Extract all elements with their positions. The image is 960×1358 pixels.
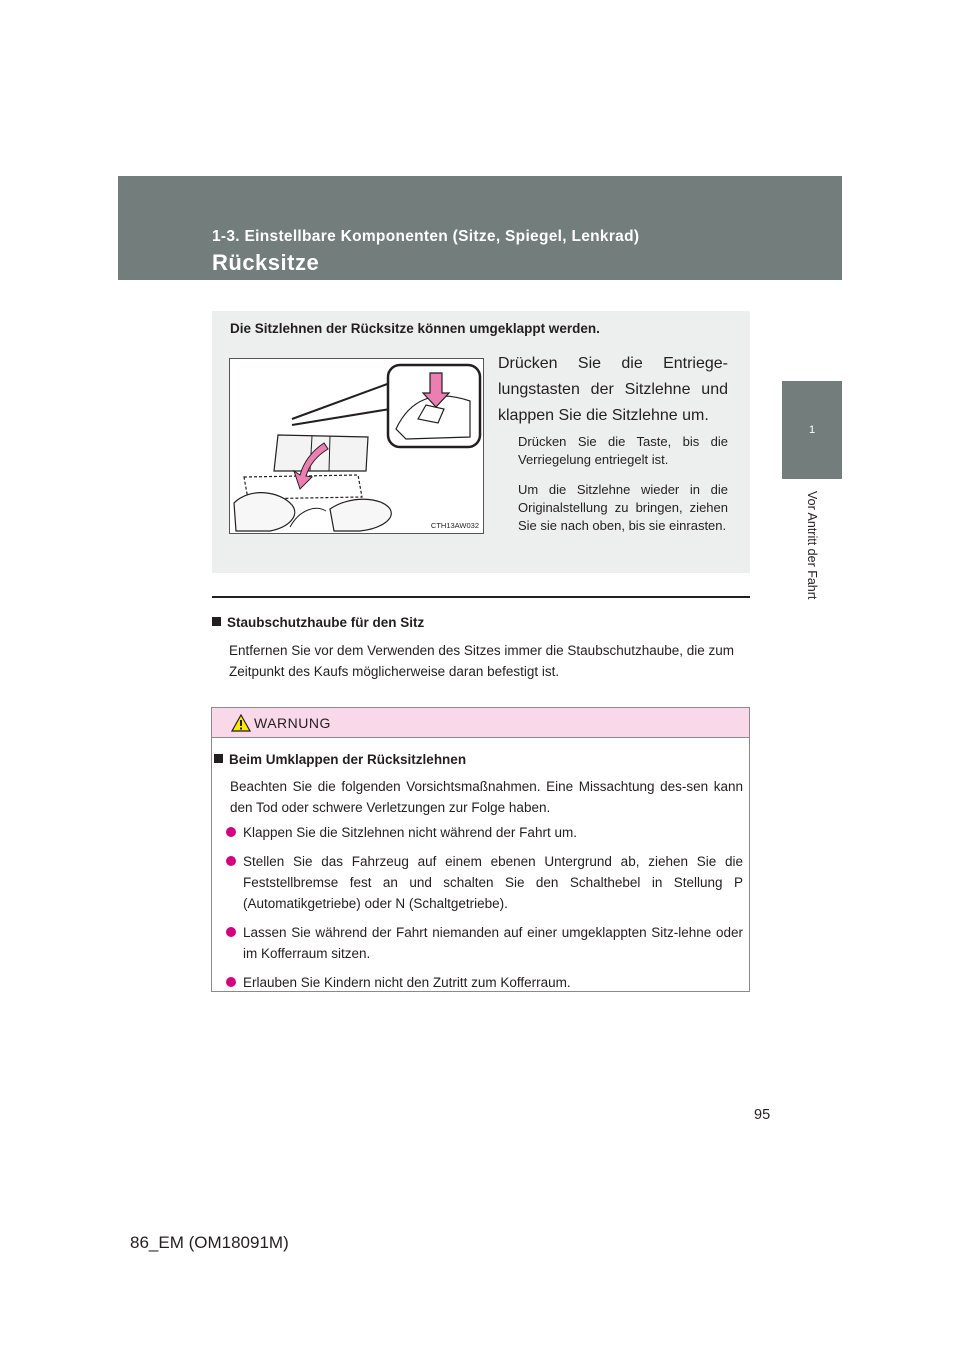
intro-title: Die Sitzlehnen der Rücksitze können umgeklappt werden. [230, 321, 600, 336]
chapter-number: 1 [808, 424, 816, 436]
square-bullet-icon [212, 617, 221, 626]
warning-title [214, 752, 466, 767]
note-title-text: Staubschutzhaube für den Sitz [227, 615, 425, 630]
rear-seat-illustration [230, 359, 483, 533]
document-code: 86_EM (OM18091M) [130, 1233, 289, 1252]
square-bullet-icon [214, 754, 223, 763]
page-number: 95 [754, 1107, 771, 1123]
chapter-side-label [782, 490, 842, 600]
chapter-title: Vor Antritt der Fahrt [805, 490, 819, 600]
warning-label: WARNUNG [254, 715, 331, 731]
bullet-dot-icon [226, 856, 236, 866]
bullet-dot-icon [226, 977, 236, 987]
chapter-header [118, 176, 842, 280]
seat-fold-illustration [229, 358, 484, 534]
figure-code: CTH13AW032 [430, 521, 479, 530]
warning-title-text: Beim Umklappen der Rücksitzlehnen [229, 752, 467, 767]
warning-box [211, 707, 750, 992]
section-divider [212, 596, 750, 598]
intro-box [212, 311, 750, 573]
step-instruction: Drücken Sie die Entriege-lungstasten der Sitzlehne und klappen Sie die Sitzlehne um. [498, 355, 728, 424]
bullet-dot-icon [226, 927, 236, 937]
note-title [212, 615, 424, 630]
section-label: 1-3. Einstellbare Komponenten (Sitze, Spiegel, Lenkrad) [212, 228, 640, 245]
chapter-tab [782, 381, 842, 479]
list-item: Erlauben Sie Kindern nicht den Zutritt zum Kofferraum. [214, 972, 743, 993]
warning-header [212, 708, 749, 738]
warning-triangle-icon [231, 714, 251, 732]
warning-list [214, 822, 743, 1001]
page-title: Rücksitze [212, 250, 320, 275]
list-item: Stellen Sie das Fahrzeug auf einem ebenen Untergrund ab, ziehen Sie die Feststellbremse fest an und schalten Sie den Schalthebel in Stellung P (Automatikgetriebe) oder N (Schaltgetriebe). [214, 851, 743, 914]
list-item: Lassen Sie während der Fahrt niemanden auf einer umgeklappten Sitz-lehne oder im Kofferraum sitzen. [214, 922, 743, 964]
bullet-dot-icon [226, 827, 236, 837]
step-detail-return: Um die Sitzlehne wieder in die Originalstellung zu bringen, ziehen Sie sie nach oben, bis sie einrasten. [518, 482, 728, 533]
warning-text: Beachten Sie die folgenden Vorsichtsmaßnahmen. Eine Missachtung des-sen kann den Tod oder schwere Verletzungen zur Folge haben. [230, 779, 743, 815]
note-body: Entfernen Sie vor dem Verwenden des Sitzes immer die Staubschutzhaube, die zum Zeitpunkt des Kaufs möglicherweise daran befestigt ist. [229, 643, 735, 679]
step-detail-release: Drücken Sie die Taste, bis die Verriegelung entriegelt ist. [518, 434, 728, 467]
list-item: Klappen Sie die Sitzlehnen nicht während der Fahrt um. [214, 822, 743, 843]
